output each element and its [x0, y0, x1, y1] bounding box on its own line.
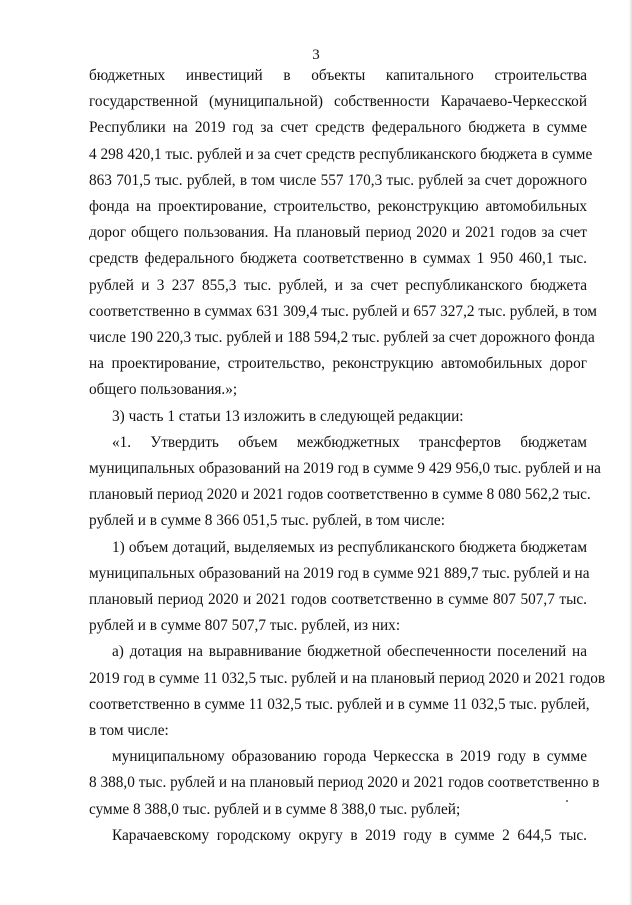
- text-line: «1. Утвердить объем межбюджетных трансфертов бюджетам: [112, 433, 587, 451]
- page-number: 3: [312, 47, 320, 63]
- text-line: соответственно в сумме 11 032,5 тыс. рублей и в сумме 11 032,5 тыс. рублей,: [89, 695, 590, 713]
- text-line: числе 190 220,3 тыс. рублей и 188 594,2 тыс. рублей за счет дорожного фонда: [89, 329, 595, 347]
- text-line: рублей и 3 237 855,3 тыс. рублей, и за счет республиканского бюджета: [89, 276, 587, 294]
- text-line: муниципальных образований на 2019 год в сумме 9 429 956,0 тыс. рублей и на: [89, 460, 601, 478]
- text-line: 3) часть 1 статьи 13 изложить в следующей редакции:: [112, 407, 464, 425]
- text-line: дорог общего пользования. На плановый период 2020 и 2021 годов за счет: [89, 224, 587, 242]
- text-line: государственной (муниципальной) собственности Карачаево-Черкесской: [89, 93, 587, 111]
- text-line: 1) объем дотаций, выделяемых из республиканского бюджета бюджетам: [112, 538, 587, 556]
- text-line: сумме 8 388,0 тыс. рублей и в сумме 8 388,0 тыс. рублей;: [89, 800, 461, 818]
- text-line: фонда на проектирование, строительство, реконструкцию автомобильных: [89, 198, 587, 216]
- text-line: в том числе:: [89, 722, 169, 740]
- text-line: 2019 год в сумме 11 032,5 тыс. рублей и на плановый период 2020 и 2021 годов: [89, 669, 606, 687]
- text-line: а) дотация на выравнивание бюджетной обеспеченности поселений на: [112, 643, 587, 661]
- text-line: муниципальных образований на 2019 год в сумме 921 889,7 тыс. рублей и на: [89, 564, 590, 582]
- text-line: бюджетных инвестиций в объекты капитального строительства: [89, 67, 587, 84]
- text-line: плановый период 2020 и 2021 годов соответственно в сумме 8 080 562,2 тыс.: [89, 486, 591, 504]
- text-line: рублей и в сумме 8 366 051,5 тыс. рублей, в том числе:: [89, 512, 445, 530]
- text-line: рублей и в сумме 807 507,7 тыс. рублей, из них:: [89, 617, 401, 635]
- scan-speck: [566, 800, 568, 802]
- text-line: средств федерального бюджета соответственно в суммах 1 950 460,1 тыс.: [89, 250, 587, 268]
- text-line: плановый период 2020 и 2021 годов соответственно в сумме 807 507,7 тыс.: [89, 591, 587, 609]
- document-body: [89, 63, 606, 849]
- text-line: общего пользования.»;: [89, 381, 238, 399]
- text-line: 8 388,0 тыс. рублей и на плановый период 2020 и 2021 годов соответственно в: [89, 774, 600, 792]
- text-line: на проектирование, строительство, реконструкцию автомобильных дорог: [89, 355, 587, 373]
- text-line: соответственно в суммах 631 309,4 тыс. рублей и 657 327,2 тыс. рублей, в том: [89, 302, 597, 320]
- text-line: муниципальному образованию города Черкесска в 2019 году в сумме: [112, 748, 587, 766]
- text-line: 4 298 420,1 тыс. рублей и за счет средств республиканского бюджета в сумме: [89, 145, 593, 163]
- text-line: Карачаевскому городскому округу в 2019 году в сумме 2 644,5 тыс.: [112, 826, 587, 844]
- text-line: Республики на 2019 год за счет средств федерального бюджета в сумме: [89, 119, 587, 137]
- text-line: 863 701,5 тыс. рублей, в том числе 557 170,3 тыс. рублей за счет дорожного: [89, 171, 587, 189]
